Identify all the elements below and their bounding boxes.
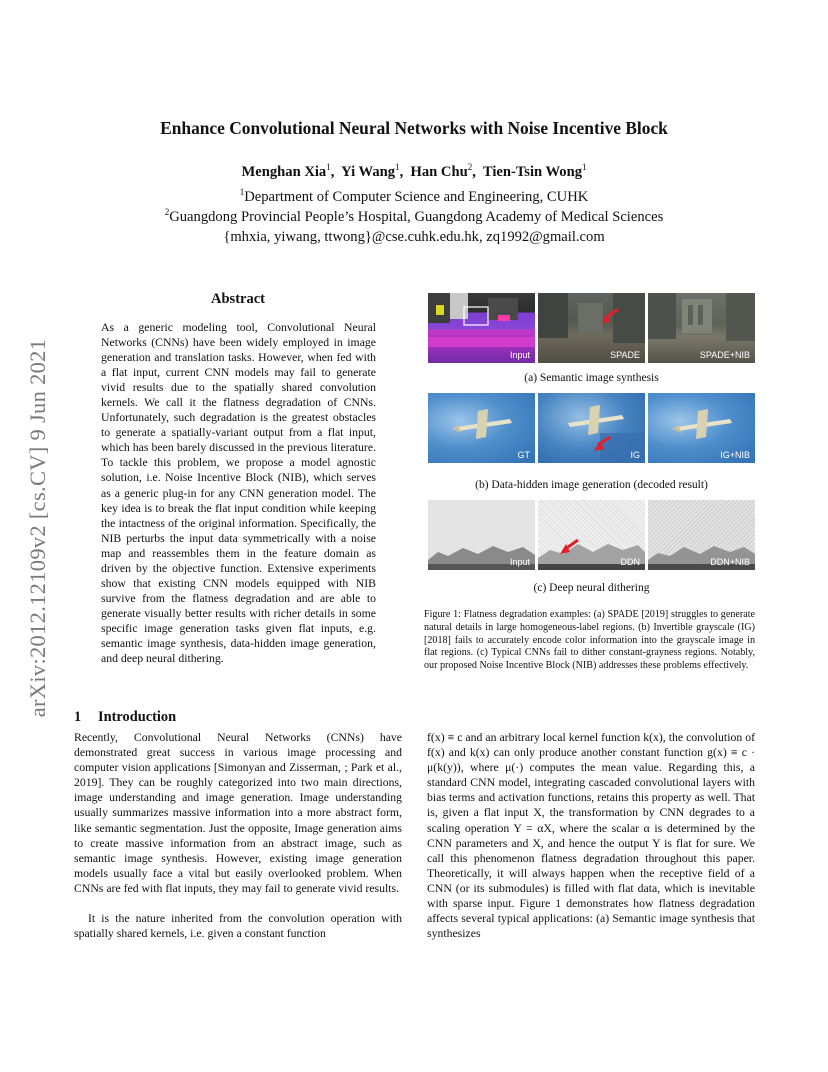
author-list: Menghan Xia$^1$, Yi Wang$^1$, Han Chu$^2$, Tien-Tsin Wong$^1$	[241, 162, 587, 180]
panel-label: IG+NIB	[720, 450, 750, 460]
intro-paragraph: It is the nature inherited from the convolution operation with spatially shared kernels, i.e. given a constant function	[74, 912, 402, 941]
abstract-heading: Abstract	[211, 291, 265, 307]
panel-label: DDN+NIB	[710, 557, 750, 567]
author: Yi Wang$^1$	[341, 162, 400, 180]
figure-caption: Figure 1: Flatness degradation examples: (a) SPADE [2019] struggles to generate natural details in large homogeneous-label regions. (b) Invertible grayscale (IG) [2018] fails to accurately encode color information into the grayscale image in flat regions. (c) Typical CNNs fail to dither constant-grayness regions. Notably, our proposed Noise Incentive Block (NIB) addresses these problems effectively.	[424, 609, 755, 672]
author-emails: {mhxia, yiwang, ttwong}@cse.cuhk.edu.hk, zq1992@gmail.com	[223, 229, 605, 245]
panel-label: IG	[630, 450, 640, 460]
panel-label: SPADE+NIB	[699, 350, 750, 360]
figure-row-c	[428, 500, 755, 570]
figure-row-b	[428, 393, 755, 463]
intro-right-column	[427, 730, 755, 941]
panel-label: SPADE	[610, 350, 640, 360]
figure-panel-spade-nib	[648, 293, 755, 363]
intro-paragraph: Recently, Convolutional Neural Networks (CNNs) have demonstrated great success in various image processing and computer vision applications [Simonyan and Zisserman, ; Park et al., 2019]. They can be roughly categorized into two main directions, image understanding and image generation. Image understanding usually summarizes massive information into a more abstract form, like semantic segmentation. Just the opposite, Image generation aims to create massive information from an abstract image, such as semantic image synthesis. However, existing image generation models usually face a vital but easily overlooked problem. When CNNs are fed with flat inputs, they may fail to generate vivid results.	[74, 731, 402, 895]
intro-left-column	[74, 730, 402, 941]
author: Han Chu$^2$	[410, 162, 473, 180]
panel-label: DDN	[620, 557, 640, 567]
panel-label: Input	[509, 350, 530, 360]
abstract-text: As a generic modeling tool, Convolutional Neural Networks (CNNs) have been widely employed in image generation and translation tasks. However, when fed with a flat input, current CNN models may fail to generate vivid results due to the spatially shared convolution kernels. We call it the flatness degradation of CNNs. Unfortunately, such degradation is the greatest obstacles to generate a spatially-variant output from a flat input, which has been barely discussed in the previous literature. To tackle this problem, we propose a model agnostic solution, i.e. Noise Incentive Block (NIB), which serves as a generic plug-in for any CNN generation model. The key idea is to break the flat input condition while keeping the intactness of the original information. Specifically, the NIB perturbs the input data symmetrically with a noise map and reassembles them in the feature domain as driven by the objective function. Extensive experiments show that existing CNN models equipped with NIB survive from the flatness degradation and are able to generate visually better results with richer details in some specific image generation tasks given flat inputs, e.g. semantic image synthesis, data-hidden image generation, and deep neural dithering.	[101, 321, 376, 666]
figure-subcaption-c: (c) Deep neural dithering	[533, 582, 650, 594]
figure-panel-ddn-nib	[648, 500, 755, 570]
author: Menghan Xia$^1$	[241, 162, 331, 180]
arxiv-stamp	[18, 298, 58, 758]
figure-subcaption-a: (a) Semantic image synthesis	[524, 372, 659, 384]
author: Tien-Tsin Wong$^1$	[482, 162, 587, 180]
figure-panel-ig-nib	[648, 393, 755, 463]
figure-panel-dither-input	[428, 500, 535, 570]
figure-subcaption-b: (b) Data-hidden image generation (decoded result)	[475, 479, 708, 491]
paper-title: Enhance Convolutional Neural Networks with Noise Incentive Block	[160, 118, 668, 138]
figure-panel-input	[428, 293, 535, 363]
figure-row-a	[428, 293, 755, 363]
affiliation-2: $^2$Guangdong Provincial People’s Hospital, Guangdong Academy of Medical Sciences	[164, 207, 664, 225]
affiliation-1: $^1$Department of Computer Science and Engineering, CUHK	[239, 187, 589, 205]
intro-paragraph: f(x) ≡ c and an arbitrary local kernel function k(x), the convolution of f(x) and k(x) can only produce another constant function g(x) ≡ c · μ(k(y)), where μ(·) computes the mean value. Regarding this, a standard CNN model, integrating cascaded convolutional layers with bias terms and activation functions, retains this property as well. That is, given a flat input X, the transformation by CNN degrades to a scaling operation Y = αX, where the scalar α is determined by the CNN parameters and X, and hence the output Y is flat for sure. We call this phenomenon flatness degradation throughout this paper. Theoretically, it will always happen when the receptive field of a CNN (or its submodules) is filled with flat data, which is inevitable with sparse input. Figure 1 demonstrates how flatness degradation affects several typical applications: (a) Semantic image synthesis that synthesizes	[427, 731, 755, 941]
figure-panel-ddn	[538, 500, 645, 570]
panel-label: Input	[509, 557, 530, 567]
figure-panel-spade	[538, 293, 645, 363]
panel-label: GT	[517, 450, 530, 460]
figure-panel-gt	[428, 393, 535, 463]
section-heading: 1 Introduction	[74, 709, 177, 725]
arxiv-id: arXiv:2012.12109v2 [cs.CV] 9 Jun 2021	[25, 338, 50, 718]
figure-panel-ig	[538, 393, 645, 463]
